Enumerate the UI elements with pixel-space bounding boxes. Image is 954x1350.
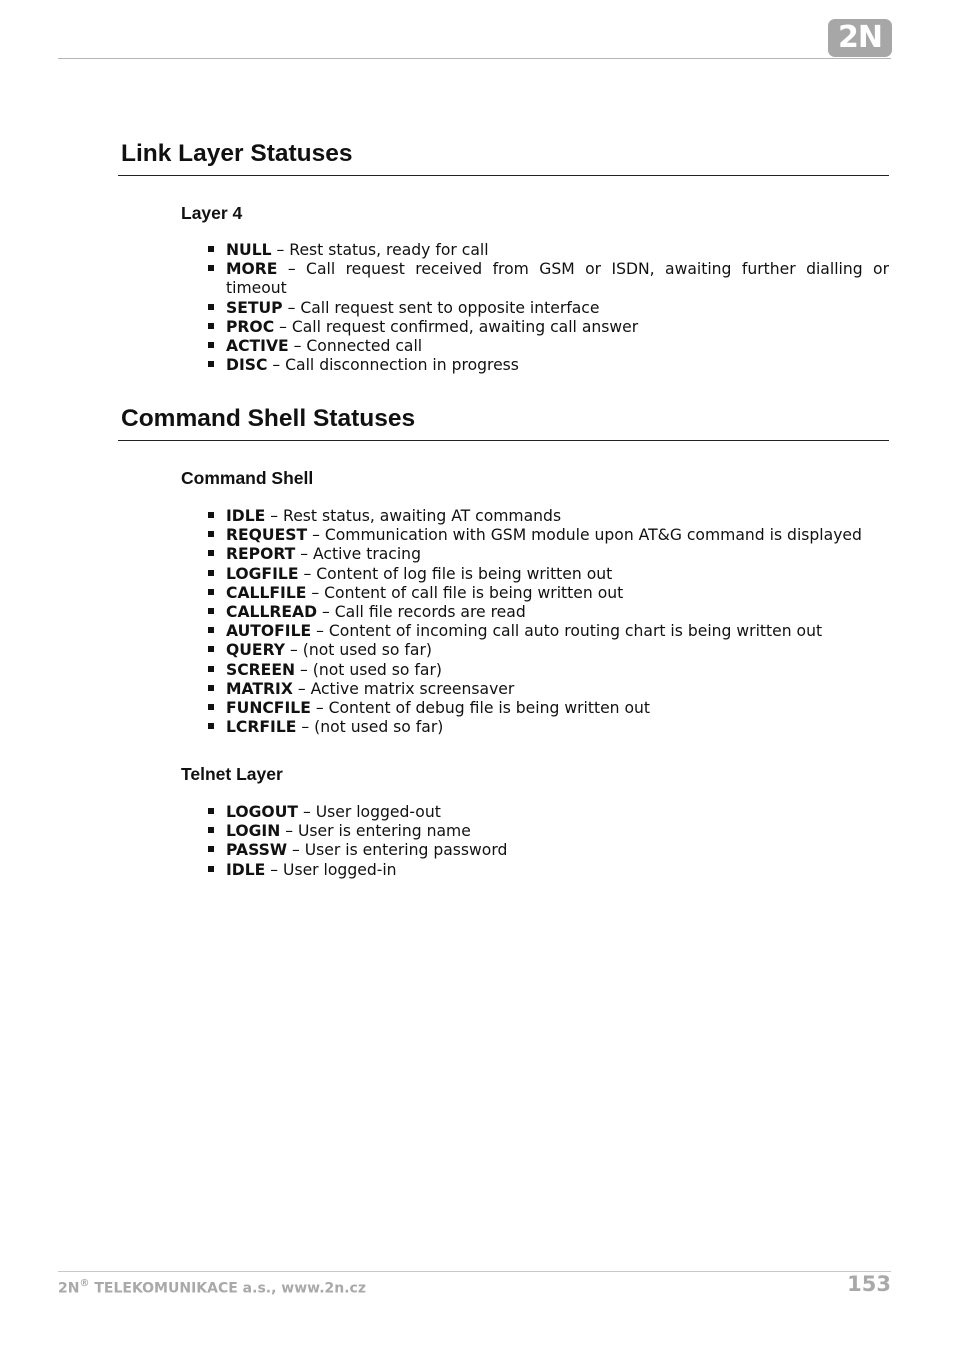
status-description: – Call request received from GSM or ISDN, awaiting further dialling or timeout [226, 260, 889, 298]
status-description: – Call request confirmed, awaiting call answer [274, 317, 639, 336]
status-description: – Communication with GSM module upon AT&G command is displayed [307, 526, 862, 545]
status-code: ACTIVE [226, 337, 289, 356]
list-item [226, 526, 889, 545]
status-code: CALLREAD [226, 603, 318, 622]
list-item [226, 641, 889, 660]
subsection-title-command-shell: Command Shell [181, 468, 314, 488]
list-item [226, 841, 889, 860]
list-item [226, 241, 889, 260]
status-code: REQUEST [226, 526, 308, 545]
status-code: MATRIX [226, 679, 293, 698]
status-code: QUERY [226, 641, 286, 660]
status-description: – Content of log file is being written out [298, 564, 613, 583]
status-code: REPORT [226, 545, 296, 564]
section-title-command-shell-statuses: Command Shell Statuses [121, 405, 416, 432]
status-code: FUNCFILE [226, 699, 311, 718]
status-code: DISC [226, 356, 268, 375]
status-code: IDLE [226, 507, 266, 525]
status-description: – User is entering name [280, 822, 471, 841]
status-code: AUTOFILE [226, 622, 312, 641]
status-description: – Rest status, awaiting AT commands [265, 507, 562, 525]
header-divider [58, 58, 891, 59]
list-item [226, 861, 889, 880]
list-item [226, 545, 889, 564]
section-title-link-layer-statuses: Link Layer Statuses [121, 140, 353, 167]
status-description: – Call request sent to opposite interface [282, 298, 600, 317]
list-item [226, 603, 889, 622]
list-item [226, 356, 889, 375]
status-code: MORE [226, 260, 278, 279]
telnet-layer-status-list [226, 803, 889, 880]
status-description: – User is entering password [287, 841, 508, 860]
status-description: – Rest status, ready for call [271, 241, 489, 259]
list-item [226, 661, 889, 680]
footer-company [58, 1279, 366, 1297]
status-code: LCRFILE [226, 718, 297, 737]
status-description: – Call file records are read [317, 603, 526, 622]
status-code: CALLFILE [226, 583, 307, 602]
status-description: – Connected call [288, 337, 423, 356]
status-description: – User logged-in [265, 860, 397, 879]
list-item [226, 699, 889, 718]
list-item [226, 318, 889, 337]
footer-divider [58, 1271, 891, 1272]
status-description: – (not used so far) [295, 660, 442, 679]
page-number: 153 [847, 1272, 891, 1296]
registered-mark: ® [79, 1278, 90, 1289]
status-code: SCREEN [226, 660, 296, 679]
list-item [226, 260, 889, 298]
status-code: LOGFILE [226, 564, 299, 583]
list-item [226, 299, 889, 318]
section-divider [118, 440, 889, 441]
status-code: LOGIN [226, 822, 281, 841]
status-code: PROC [226, 317, 275, 336]
layer-4-status-list [226, 241, 889, 375]
footer-company-prefix: 2N [58, 1280, 80, 1297]
subsection-title-telnet-layer: Telnet Layer [181, 764, 283, 784]
status-description: – Active matrix screensaver [292, 679, 515, 698]
footer-company-suffix: TELEKOMUNIKACE a.s., www.2n.cz [89, 1280, 366, 1297]
status-description: – (not used so far) [285, 641, 432, 660]
list-item [226, 803, 889, 822]
status-description: – Content of incoming call auto routing chart is being written out [311, 622, 823, 641]
status-description: – (not used so far) [296, 718, 444, 737]
status-description: – Call disconnection in progress [267, 356, 519, 375]
status-code: NULL [226, 241, 272, 259]
list-item [226, 822, 889, 841]
list-item [226, 680, 889, 699]
list-item [226, 337, 889, 356]
status-description: – User logged-out [298, 803, 441, 821]
2n-logo: 2N [828, 19, 892, 57]
status-code: LOGOUT [226, 803, 298, 821]
list-item [226, 718, 889, 737]
status-description: – Content of debug file is being written out [310, 699, 651, 718]
subsection-title-layer-4: Layer 4 [181, 203, 243, 223]
status-description: – Active tracing [295, 545, 421, 564]
command-shell-status-list [226, 507, 889, 737]
status-code: PASSW [226, 841, 288, 860]
status-code: IDLE [226, 860, 266, 879]
list-item [226, 584, 889, 603]
list-item [226, 507, 889, 526]
list-item [226, 565, 889, 584]
list-item [226, 622, 889, 641]
section-divider [118, 175, 889, 176]
status-code: SETUP [226, 298, 283, 317]
status-description: – Content of call file is being written out [306, 583, 624, 602]
